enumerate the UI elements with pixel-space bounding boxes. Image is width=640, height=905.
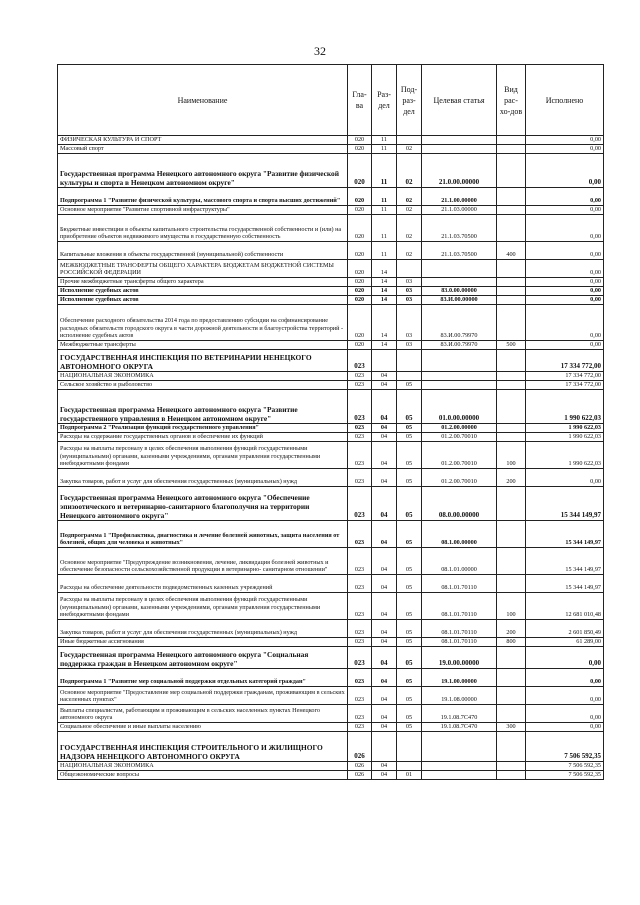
cell-target-article: 21.1.03.00000 [422, 206, 497, 215]
table-row [58, 723, 604, 732]
header-section: Раз-дел [372, 65, 397, 136]
cell-target-article [422, 732, 497, 762]
cell-subsection: 05 [397, 593, 422, 620]
cell-chapter: 020 [348, 341, 372, 350]
cell-name: Подпрограмма 1 "Профилактика, диагностика и лечение болезней животных, защита населения от болезней, общих для человека и животных" [58, 521, 348, 548]
cell-target-article [422, 278, 497, 287]
cell-chapter: 020 [348, 260, 372, 278]
cell-section: 11 [372, 154, 397, 188]
cell-subsection [397, 260, 422, 278]
cell-executed: 17 334 772,00 [526, 381, 604, 390]
cell-expense-type: 400 [497, 242, 526, 260]
cell-name: ФИЗИЧЕСКАЯ КУЛЬТУРА И СПОРТ [58, 136, 348, 145]
cell-chapter: 023 [348, 521, 372, 548]
table-row [58, 278, 604, 287]
cell-chapter: 023 [348, 390, 372, 424]
cell-section: 04 [372, 620, 397, 638]
header-subsection: Под-раз-дел [397, 65, 422, 136]
cell-chapter: 023 [348, 424, 372, 433]
cell-section: 11 [372, 145, 397, 154]
cell-subsection: 02 [397, 215, 422, 242]
cell-subsection: 05 [397, 548, 422, 575]
table-row [58, 287, 604, 296]
cell-name: Основное мероприятие "Предупреждение возникновения, лечение, ликвидация болезней животных и обеспечение безопасности сельскохозяйственной продукции в ветеринарно- санитарном отношении" [58, 548, 348, 575]
cell-name: Закупка товаров, работ и услуг для обеспечения государственных (муниципальных) нужд [58, 469, 348, 487]
cell-expense-type [497, 669, 526, 687]
cell-executed: 0,00 [526, 705, 604, 723]
table-row [58, 206, 604, 215]
table-row [58, 669, 604, 687]
cell-section: 11 [372, 188, 397, 206]
table-row [58, 487, 604, 521]
cell-chapter: 020 [348, 136, 372, 145]
cell-target-article: 19.1.08.7C470 [422, 705, 497, 723]
cell-subsection: 05 [397, 487, 422, 521]
cell-subsection: 05 [397, 521, 422, 548]
cell-target-article: 19.1.08.00000 [422, 687, 497, 705]
cell-executed: 1 990 622,03 [526, 433, 604, 442]
cell-chapter: 026 [348, 762, 372, 771]
cell-section: 11 [372, 242, 397, 260]
cell-name: Общеэкономические вопросы [58, 771, 348, 780]
cell-expense-type: 500 [497, 341, 526, 350]
cell-chapter: 020 [348, 215, 372, 242]
table-row [58, 154, 604, 188]
cell-name: Закупка товаров, работ и услуг для обеспечения государственных (муниципальных) нужд [58, 620, 348, 638]
cell-section: 14 [372, 296, 397, 305]
cell-section: 04 [372, 424, 397, 433]
cell-name: Основное мероприятие "Развитие спортивной инфраструктуры" [58, 206, 348, 215]
cell-section: 11 [372, 136, 397, 145]
table-row [58, 341, 604, 350]
cell-target-article [422, 771, 497, 780]
cell-subsection [397, 350, 422, 372]
cell-name: Подпрограмма 2 "Реализация функций государственного управления" [58, 424, 348, 433]
cell-expense-type [497, 305, 526, 341]
cell-target-article [422, 145, 497, 154]
cell-chapter: 023 [348, 638, 372, 647]
cell-expense-type [497, 278, 526, 287]
cell-section [372, 350, 397, 372]
header-name: Наименование [58, 65, 348, 136]
table-body [58, 136, 604, 780]
cell-subsection: 05 [397, 687, 422, 705]
cell-section: 04 [372, 390, 397, 424]
table-row [58, 350, 604, 372]
cell-chapter: 023 [348, 705, 372, 723]
cell-subsection: 03 [397, 305, 422, 341]
cell-chapter: 026 [348, 771, 372, 780]
table-row [58, 442, 604, 469]
cell-expense-type [497, 705, 526, 723]
cell-executed: 0,00 [526, 136, 604, 145]
cell-executed: 0,00 [526, 469, 604, 487]
cell-section: 04 [372, 487, 397, 521]
cell-target-article: 19.1.08.7C470 [422, 723, 497, 732]
cell-section: 04 [372, 771, 397, 780]
cell-chapter: 023 [348, 548, 372, 575]
table-row [58, 732, 604, 762]
cell-expense-type [497, 424, 526, 433]
cell-name: Исполнение судебных актов [58, 287, 348, 296]
table-row [58, 381, 604, 390]
cell-subsection: 03 [397, 296, 422, 305]
table-row [58, 575, 604, 593]
cell-executed: 0,00 [526, 188, 604, 206]
cell-section: 04 [372, 705, 397, 723]
cell-subsection: 05 [397, 424, 422, 433]
cell-executed: 0,00 [526, 260, 604, 278]
cell-subsection [397, 136, 422, 145]
cell-name: Бюджетные инвестиции в объекты капитального строительства государственной собственности и (или) на приобретение объектов недвижимого имущества в государственную собственность [58, 215, 348, 242]
table-row [58, 433, 604, 442]
cell-name: ГОСУДАРСТВЕННАЯ ИНСПЕКЦИЯ СТРОИТЕЛЬНОГО И ЖИЛИЩНОГО НАДЗОРА НЕНЕЦКОГО АВТОНОМНОГО ОКРУГА [58, 732, 348, 762]
cell-section: 04 [372, 762, 397, 771]
cell-target-article: 21.1.03.70500 [422, 242, 497, 260]
cell-subsection: 05 [397, 723, 422, 732]
cell-target-article: 83.И.00.00000 [422, 296, 497, 305]
cell-executed: 0,00 [526, 242, 604, 260]
cell-target-article: 83.И.00.79970 [422, 341, 497, 350]
cell-target-article: 19.0.00.00000 [422, 647, 497, 669]
cell-subsection: 03 [397, 278, 422, 287]
cell-target-article: 01.2.00.70010 [422, 433, 497, 442]
header-expense-type: Вид рас-хо-дов [497, 65, 526, 136]
cell-name: Государственная программа Ненецкого автономного округа "Развитие физической культуры и спорта в Ненецком автономном округе" [58, 154, 348, 188]
cell-executed: 0,00 [526, 206, 604, 215]
table-header-row [58, 65, 604, 136]
cell-subsection: 02 [397, 154, 422, 188]
cell-name: Иные бюджетные ассигнования [58, 638, 348, 647]
cell-expense-type [497, 188, 526, 206]
cell-subsection: 05 [397, 442, 422, 469]
header-chapter: Гла-ва [348, 65, 372, 136]
cell-section: 04 [372, 593, 397, 620]
cell-expense-type [497, 575, 526, 593]
cell-executed: 0,00 [526, 669, 604, 687]
cell-subsection: 05 [397, 433, 422, 442]
cell-executed: 0,00 [526, 305, 604, 341]
cell-expense-type [497, 433, 526, 442]
cell-expense-type [497, 687, 526, 705]
header-executed: Исполнено [526, 65, 604, 136]
cell-section: 14 [372, 305, 397, 341]
cell-target-article: 01.2.00.70010 [422, 442, 497, 469]
cell-subsection: 03 [397, 287, 422, 296]
cell-target-article: 21.0.00.00000 [422, 154, 497, 188]
cell-chapter: 023 [348, 381, 372, 390]
cell-section: 11 [372, 215, 397, 242]
cell-target-article: 01.2.00.00000 [422, 424, 497, 433]
cell-executed: 0,00 [526, 154, 604, 188]
cell-executed: 0,00 [526, 687, 604, 705]
cell-section: 04 [372, 469, 397, 487]
cell-target-article: 08.1.01.70110 [422, 620, 497, 638]
cell-target-article: 08.1.01.70110 [422, 575, 497, 593]
cell-target-article [422, 372, 497, 381]
cell-target-article [422, 260, 497, 278]
cell-executed: 17 334 772,00 [526, 372, 604, 381]
cell-name: Выплаты специалистам, работающим и проживающим в сельских населенных пунктах Ненецкого автономного округа [58, 705, 348, 723]
cell-name: Капитальные вложения в объекты государственной (муниципальной) собственности [58, 242, 348, 260]
table-row [58, 390, 604, 424]
cell-executed: 12 681 010,48 [526, 593, 604, 620]
cell-target-article: 01.0.00.00000 [422, 390, 497, 424]
cell-target-article: 21.1.00.00000 [422, 188, 497, 206]
cell-section: 04 [372, 381, 397, 390]
table-row [58, 424, 604, 433]
cell-name: НАЦИОНАЛЬНАЯ ЭКОНОМИКА [58, 372, 348, 381]
cell-subsection: 02 [397, 145, 422, 154]
cell-expense-type: 800 [497, 638, 526, 647]
cell-subsection: 05 [397, 390, 422, 424]
cell-executed: 1 990 622,03 [526, 390, 604, 424]
table-row [58, 521, 604, 548]
cell-section: 04 [372, 669, 397, 687]
cell-section: 11 [372, 206, 397, 215]
cell-subsection [397, 372, 422, 381]
cell-name: Расходы на обеспечение деятельности подведомственных казенных учреждений [58, 575, 348, 593]
cell-executed: 15 344 149,97 [526, 575, 604, 593]
cell-executed: 0,00 [526, 647, 604, 669]
cell-expense-type [497, 260, 526, 278]
cell-executed: 15 344 149,97 [526, 487, 604, 521]
cell-target-article: 08.1.01.70110 [422, 593, 497, 620]
cell-executed: 7 506 592,35 [526, 732, 604, 762]
budget-execution-table [57, 64, 604, 780]
cell-section: 04 [372, 575, 397, 593]
cell-name: Государственная программа Ненецкого автономного округа "Развитие государственного управления в Ненецком автономном округе" [58, 390, 348, 424]
cell-expense-type [497, 390, 526, 424]
table-row [58, 771, 604, 780]
cell-executed: 1 990 622,03 [526, 442, 604, 469]
table-row [58, 638, 604, 647]
cell-name: Подпрограмма 1 "Развитие мер социальной поддержки отдельных категорий граждан" [58, 669, 348, 687]
cell-target-article: 08.1.01.70110 [422, 638, 497, 647]
table-row [58, 136, 604, 145]
cell-executed: 7 506 592,35 [526, 762, 604, 771]
cell-chapter: 023 [348, 575, 372, 593]
cell-subsection: 05 [397, 705, 422, 723]
cell-expense-type [497, 350, 526, 372]
cell-chapter: 023 [348, 350, 372, 372]
cell-expense-type [497, 215, 526, 242]
cell-chapter: 023 [348, 433, 372, 442]
cell-section: 14 [372, 341, 397, 350]
table-row [58, 260, 604, 278]
cell-chapter: 023 [348, 593, 372, 620]
cell-name: Исполнение судебных актов [58, 296, 348, 305]
cell-name: МЕЖБЮДЖЕТНЫЕ ТРАНСФЕРТЫ ОБЩЕГО ХАРАКТЕРА БЮДЖЕТАМ БЮДЖЕТНОЙ СИСТЕМЫ РОССИЙСКОЙ ФЕДЕРАЦИИ [58, 260, 348, 278]
table-row [58, 647, 604, 669]
cell-target-article [422, 381, 497, 390]
cell-target-article: 01.2.00.70010 [422, 469, 497, 487]
cell-subsection: 01 [397, 771, 422, 780]
cell-expense-type: 200 [497, 620, 526, 638]
cell-executed: 0,00 [526, 287, 604, 296]
cell-subsection: 02 [397, 188, 422, 206]
cell-target-article [422, 762, 497, 771]
table-row [58, 188, 604, 206]
table-row [58, 296, 604, 305]
cell-executed: 15 344 149,97 [526, 548, 604, 575]
cell-executed: 17 334 772,00 [526, 350, 604, 372]
cell-subsection: 03 [397, 341, 422, 350]
cell-chapter: 020 [348, 206, 372, 215]
cell-expense-type [497, 296, 526, 305]
cell-name: Массовый спорт [58, 145, 348, 154]
cell-chapter: 023 [348, 442, 372, 469]
cell-chapter: 023 [348, 487, 372, 521]
cell-expense-type [497, 487, 526, 521]
cell-name: Подпрограмма 1 "Развитие физической культуры, массового спорта и спорта высших достижений" [58, 188, 348, 206]
cell-subsection [397, 762, 422, 771]
cell-expense-type [497, 145, 526, 154]
cell-section: 04 [372, 372, 397, 381]
cell-expense-type [497, 647, 526, 669]
table-row [58, 215, 604, 242]
cell-target-article: 08.0.00.00000 [422, 487, 497, 521]
cell-chapter: 020 [348, 287, 372, 296]
cell-executed: 2 601 850,49 [526, 620, 604, 638]
cell-expense-type [497, 206, 526, 215]
cell-executed: 1 990 622,03 [526, 424, 604, 433]
cell-subsection: 05 [397, 469, 422, 487]
cell-name: Основное мероприятие "Предоставление мер социальной поддержки гражданам, проживающим в сельских населенных пунктах" [58, 687, 348, 705]
cell-chapter: 020 [348, 305, 372, 341]
cell-name: Сельское хозяйство и рыболовство [58, 381, 348, 390]
cell-target-article: 08.1.00.00000 [422, 521, 497, 548]
table-row [58, 242, 604, 260]
cell-expense-type [497, 548, 526, 575]
cell-expense-type [497, 372, 526, 381]
cell-expense-type: 100 [497, 593, 526, 620]
cell-chapter: 026 [348, 732, 372, 762]
cell-executed: 0,00 [526, 723, 604, 732]
cell-chapter: 020 [348, 154, 372, 188]
cell-section: 04 [372, 687, 397, 705]
cell-target-article [422, 136, 497, 145]
cell-name: Государственная программа Ненецкого автономного округа "Обеспечение эпизоотического и ветеринарно-санитарного благополучия на территории Ненецкого автономного округа" [58, 487, 348, 521]
cell-target-article: 08.1.01.00000 [422, 548, 497, 575]
cell-section: 04 [372, 723, 397, 732]
cell-subsection: 02 [397, 242, 422, 260]
cell-executed: 7 506 592,35 [526, 771, 604, 780]
cell-executed: 15 344 149,97 [526, 521, 604, 548]
cell-executed: 0,00 [526, 215, 604, 242]
cell-section: 14 [372, 278, 397, 287]
cell-subsection: 05 [397, 638, 422, 647]
table-row [58, 705, 604, 723]
cell-expense-type [497, 154, 526, 188]
cell-chapter: 020 [348, 278, 372, 287]
cell-target-article: 83.И.00.79970 [422, 305, 497, 341]
cell-section: 14 [372, 287, 397, 296]
cell-name: Социальное обеспечение и иные выплаты населению [58, 723, 348, 732]
table-row [58, 620, 604, 638]
cell-chapter: 023 [348, 372, 372, 381]
cell-executed: 0,00 [526, 145, 604, 154]
table-row [58, 762, 604, 771]
cell-chapter: 023 [348, 620, 372, 638]
cell-section: 14 [372, 260, 397, 278]
cell-chapter: 023 [348, 723, 372, 732]
cell-expense-type [497, 762, 526, 771]
cell-subsection: 05 [397, 381, 422, 390]
table-row [58, 548, 604, 575]
cell-chapter: 020 [348, 145, 372, 154]
cell-expense-type [497, 521, 526, 548]
table-row [58, 145, 604, 154]
cell-subsection: 05 [397, 669, 422, 687]
cell-section: 04 [372, 548, 397, 575]
cell-section: 04 [372, 433, 397, 442]
cell-expense-type [497, 771, 526, 780]
table-row [58, 593, 604, 620]
cell-subsection [397, 732, 422, 762]
cell-executed: 61 289,00 [526, 638, 604, 647]
cell-chapter: 020 [348, 242, 372, 260]
cell-expense-type [497, 287, 526, 296]
cell-chapter: 023 [348, 469, 372, 487]
cell-expense-type [497, 732, 526, 762]
cell-chapter: 023 [348, 647, 372, 669]
cell-name: Расходы на выплаты персоналу в целях обеспечения выполнения функций государственными (муниципальными) органами, казенными учреждениями, органами управления государственными внебюджетными фондами [58, 442, 348, 469]
cell-name: Межбюджетные трансферты [58, 341, 348, 350]
cell-section [372, 732, 397, 762]
cell-expense-type: 100 [497, 442, 526, 469]
cell-chapter: 023 [348, 669, 372, 687]
cell-expense-type: 300 [497, 723, 526, 732]
cell-subsection: 02 [397, 206, 422, 215]
cell-expense-type [497, 136, 526, 145]
cell-name: НАЦИОНАЛЬНАЯ ЭКОНОМИКА [58, 762, 348, 771]
header-target-article: Целевая статья [422, 65, 497, 136]
cell-executed: 0,00 [526, 341, 604, 350]
table-row [58, 372, 604, 381]
cell-expense-type: 200 [497, 469, 526, 487]
cell-target-article [422, 350, 497, 372]
cell-chapter: 020 [348, 188, 372, 206]
cell-section: 04 [372, 647, 397, 669]
cell-section: 04 [372, 521, 397, 548]
cell-subsection: 05 [397, 575, 422, 593]
page-number: 32 [314, 44, 326, 58]
cell-executed: 0,00 [526, 278, 604, 287]
cell-expense-type [497, 381, 526, 390]
cell-name: Расходы на содержание государственных органов и обеспечение их функций [58, 433, 348, 442]
cell-executed: 0,00 [526, 296, 604, 305]
cell-section: 04 [372, 442, 397, 469]
cell-name: ГОСУДАРСТВЕННАЯ ИНСПЕКЦИЯ ПО ВЕТЕРИНАРИИ НЕНЕЦКОГО АВТОНОМНОГО ОКРУГА [58, 350, 348, 372]
cell-name: Государственная программа Ненецкого автономного округа "Социальная поддержка граждан в Ненецком автономном округе" [58, 647, 348, 669]
cell-name: Расходы на выплаты персоналу в целях обеспечения выполнения функций государственными (муниципальными) органами, казенными учреждениями, органами управления государственными внебюджетными фондами [58, 593, 348, 620]
cell-section: 04 [372, 638, 397, 647]
cell-name: Прочие межбюджетные трансферты общего характера [58, 278, 348, 287]
cell-subsection: 05 [397, 647, 422, 669]
table-row [58, 469, 604, 487]
table-row [58, 687, 604, 705]
table-row [58, 305, 604, 341]
cell-subsection: 05 [397, 620, 422, 638]
cell-target-article: 19.1.00.00000 [422, 669, 497, 687]
cell-target-article: 83.0.00.00000 [422, 287, 497, 296]
cell-chapter: 023 [348, 687, 372, 705]
cell-target-article: 21.1.03.70500 [422, 215, 497, 242]
cell-chapter: 020 [348, 296, 372, 305]
cell-name: Обеспечение расходного обязательства 2014 года по предоставлению субсидии на софинансирование расходных обязательств городского округа в части дорожной деятельности и благоустройства территорий - исполнение судебных актов [58, 305, 348, 341]
